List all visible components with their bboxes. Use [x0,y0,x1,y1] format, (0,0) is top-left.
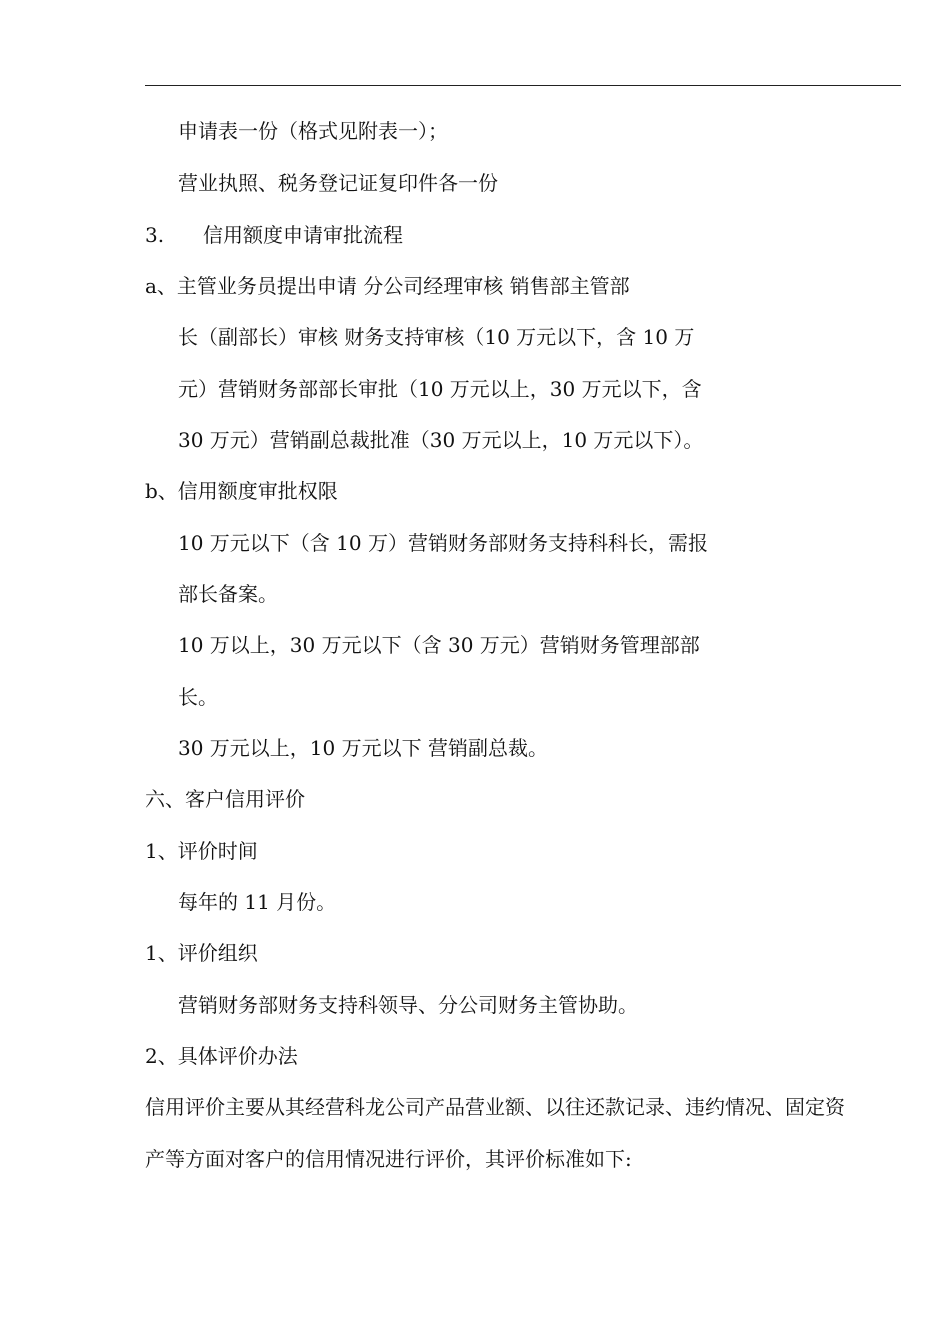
text-line-authority-3: 30 万元以上，10 万元以下 营销副总裁。 [178,736,548,760]
text-line-authority-2b: 长。 [178,685,218,709]
text-line-authority-1a: 10 万元以下（含 10 万）营销财务部财务支持科科长，需报 [178,531,708,555]
text-line-evaluation-time: 每年的 11 月份。 [178,890,337,914]
section-heading-approval-process [145,222,403,248]
header-rule [145,85,901,86]
subheading-evaluation-organization: 1、评价组织 [145,941,258,965]
subheading-evaluation-time: 1、评价时间 [145,839,258,863]
text-line-authority-1b: 部长备案。 [178,582,278,606]
text-line-evaluation-method-2: 产等方面对客户的信用情况进行评价，其评价标准如下: [145,1147,632,1171]
text-line-evaluation-method-1: 信用评价主要从其经营科龙公司产品营业额、以往还款记录、违约情况、固定资 [145,1095,845,1119]
subheading-approval-authority: b、信用额度审批权限 [145,479,338,503]
section-title: 信用额度申请审批流程 [203,223,403,247]
subheading-evaluation-method: 2、具体评价办法 [145,1044,298,1068]
text-line-authority-2a: 10 万以上，30 万元以下（含 30 万元）营销财务管理部部 [178,633,700,657]
section-heading-credit-evaluation: 六、客户信用评价 [145,787,305,811]
text-line-process-a1: a、主管业务员提出申请 分公司经理审核 销售部主管部 [145,274,630,298]
text-line-process-a3: 元）营销财务部部长审批（10 万元以上，30 万元以下，含 [178,377,702,401]
text-line-application-form: 申请表一份（格式见附表一）； [178,119,448,143]
text-line-evaluation-organization: 营销财务部财务支持科领导、分公司财务主管协助。 [178,993,638,1017]
text-line-process-a4: 30 万元）营销副总裁批准（30 万元以上，10 万元以下）。 [178,428,704,452]
text-line-license-copies: 营业执照、税务登记证复印件各一份 [178,171,498,195]
text-line-process-a2: 长（副部长）审核 财务支持审核（10 万元以下，含 10 万 [178,325,695,349]
section-number: 3. [145,223,165,247]
